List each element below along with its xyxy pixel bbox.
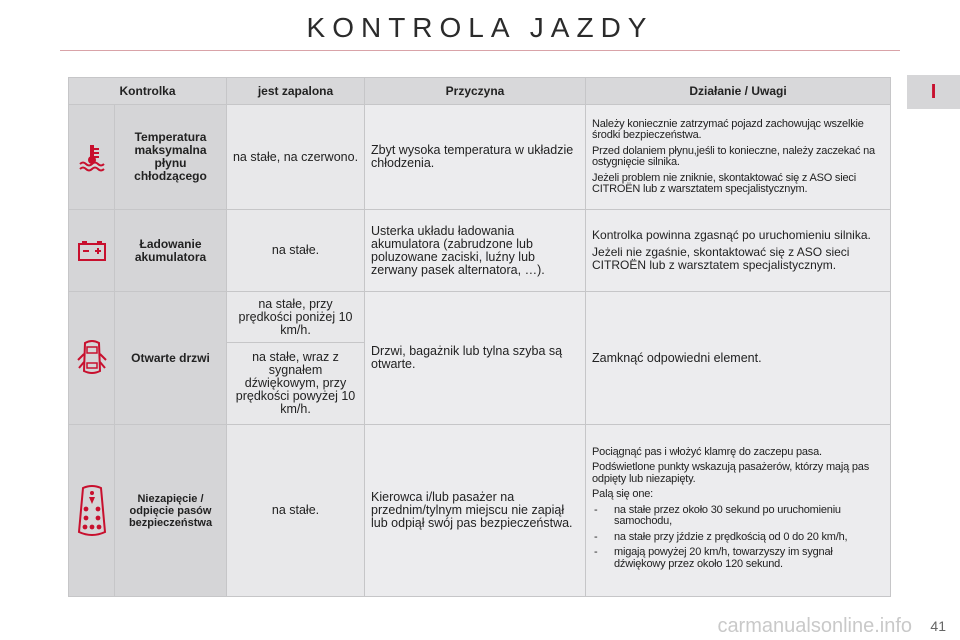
watermark: carmanualsonline.info [717, 615, 912, 637]
section-tab[interactable]: I [907, 75, 960, 109]
table-row [69, 210, 891, 292]
light-state: na stałe. [227, 425, 365, 597]
light-name: Niezapięcie / odpięcie pasów bezpieczeństwa [115, 425, 227, 597]
table-row [69, 105, 891, 210]
action-text: Pociągnąć pas i włożyć klamrę do zaczepu pasa. [592, 445, 822, 458]
bullet-mark: - [594, 546, 598, 559]
bullet-mark: - [594, 503, 598, 516]
warning-lights-table [68, 77, 891, 597]
bullet-mark: - [594, 530, 598, 543]
light-actions [586, 210, 891, 292]
light-state: na stałe, przy prędkości poniżej 10 km/h. [227, 292, 365, 343]
title-divider [60, 50, 900, 51]
open-doors-icon [77, 338, 107, 378]
light-name: Ładowanie akumulatora [115, 210, 227, 292]
table-row [69, 425, 891, 597]
light-actions [586, 425, 891, 597]
light-cause: Drzwi, bagażnik lub tylna szyba są otwarte. [365, 292, 586, 425]
bullet-text: na stałe przy jździe z prędkością od 0 do 20 km/h, [614, 530, 848, 543]
light-state: na stałe, na czerwono. [227, 105, 365, 210]
coolant-temperature-icon [77, 142, 107, 172]
action-text: Podświetlone punkty wskazują pasażerów, którzy mają pas odpięty lub niezapięty. [592, 461, 869, 485]
icon-cell [69, 105, 115, 210]
action-text: Palą się one: [592, 488, 654, 501]
icon-cell [69, 425, 115, 597]
icon-cell [69, 210, 115, 292]
light-name: Otwarte drzwi [115, 292, 227, 425]
light-action: Zamknąć odpowiedni element. [586, 292, 891, 425]
bullet-text: migają powyżej 20 km/h, towarzyszy im sygnał dźwiękowy przez około 120 sekund. [614, 546, 833, 570]
page-title: KONTROLA JAZDY [306, 12, 654, 43]
light-cause: Zbyt wysoka temperatura w układzie chłodzenia. [365, 105, 586, 210]
light-actions [586, 105, 891, 210]
list-item [592, 505, 884, 528]
action-text: Kontrolka powinna zgasnąć po uruchomieniu silnika. [592, 228, 871, 242]
action-text: Jeżeli problem nie zniknie, skontaktować się z ASO sieci CITROËN lub z warsztatem specjalistycznym. [592, 171, 856, 195]
icon-cell [69, 292, 115, 425]
bullet-text: na stałe przez około 30 sekund po uruchomieniu samochodu, [614, 503, 841, 528]
light-state: na stałe. [227, 210, 365, 292]
seatbelt-icon [75, 484, 109, 538]
light-cause: Usterka układu ładowania akumulatora (zabrudzone lub poluzowane zaciski, luźny lub zerwany pasek alternatora, …). [365, 210, 586, 292]
light-name: Temperatura maksymalna płynu chłodzącego [115, 105, 227, 210]
battery-icon [77, 240, 107, 262]
action-text: Jeżeli nie zgaśnie, skontaktować się z ASO sieci CITROËN lub z warsztatem specjalistycznym. [592, 245, 850, 272]
table-header-row [69, 78, 891, 105]
header-state: jest zapalona [227, 78, 365, 105]
light-state: na stałe, wraz z sygnałem dźwiękowym, przy prędkości powyżej 10 km/h. [227, 343, 365, 425]
action-text: Przed dolaniem płynu,jeśli to konieczne, należy zaczekać na ostygnięcie silnika. [592, 144, 875, 168]
header-action: Działanie / Uwagi [586, 78, 891, 105]
list-item [592, 547, 884, 570]
action-text: Należy koniecznie zatrzymać pojazd zachowując wszelkie środki bezpieczeństwa. [592, 117, 864, 141]
page-number: 41 [930, 618, 946, 634]
light-cause: Kierowca i/lub pasażer na przednim/tylnym miejscu nie zapiął lub odpiął swój pas bezpieczeństwa. [365, 425, 586, 597]
header-kontrolka: Kontrolka [69, 78, 227, 105]
table-row [69, 292, 891, 343]
list-item [592, 532, 884, 544]
header-cause: Przyczyna [365, 78, 586, 105]
